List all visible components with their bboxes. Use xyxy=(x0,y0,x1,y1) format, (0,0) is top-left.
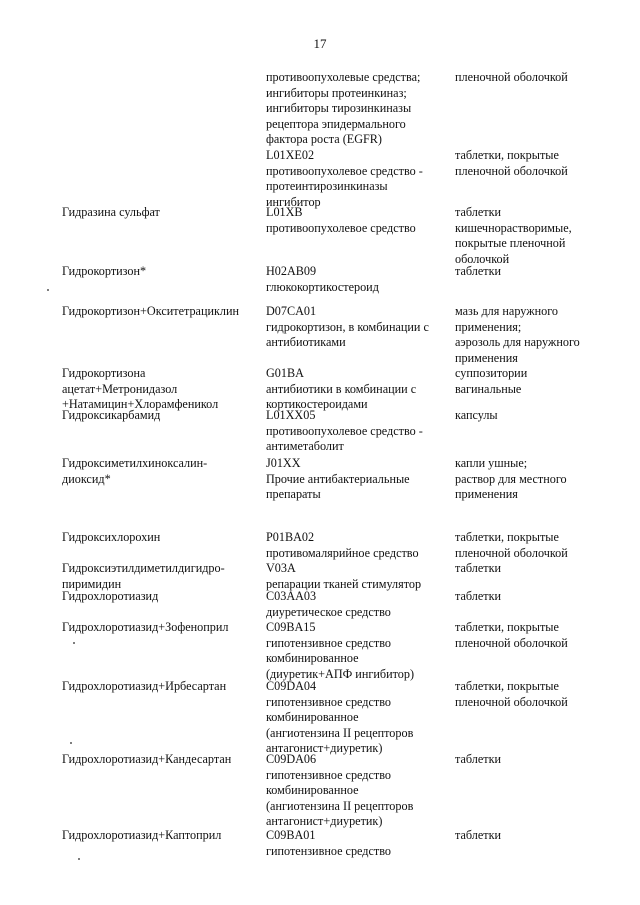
drug-name-line: Гидроксикарбамид xyxy=(62,408,161,422)
atc-code-and-group-line: ингибитор xyxy=(266,194,321,209)
atc-code-and-group-line: противоопухолевое средство - xyxy=(266,423,423,438)
atc-code-and-group-line: гидрокортизон, в комбинации с xyxy=(266,319,429,334)
drug-name-line: Гидрохлоротиазид xyxy=(62,589,159,603)
drug-name-line: ацетат+Метронидазол xyxy=(62,381,178,396)
atc-code-and-group-line: гипотензивное средство xyxy=(266,694,391,709)
drug-name xyxy=(62,561,262,592)
dosage-form xyxy=(455,205,635,267)
atc-code-and-group xyxy=(266,679,452,757)
atc-code-and-group-line: ингибиторы тирозинкиназы xyxy=(266,101,412,116)
atc-code-and-group-line: (ангиотензина II рецепторов xyxy=(266,725,414,740)
atc-code-and-group xyxy=(266,752,452,830)
atc-code-and-group xyxy=(266,456,452,503)
drug-name-line: Гидрохлоротиазид+Каптоприл xyxy=(62,828,222,842)
dosage-form-line: пленочной оболочкой xyxy=(455,545,568,560)
atc-code-and-group-line: C09DA06 xyxy=(266,752,317,766)
dosage-form-line: применения xyxy=(455,487,518,502)
drug-name-line: Гидрокортизона xyxy=(62,366,146,380)
dosage-form xyxy=(455,561,635,577)
atc-code-and-group-line: C03AA03 xyxy=(266,589,317,603)
dosage-form xyxy=(455,828,635,844)
dosage-form xyxy=(455,679,635,710)
dosage-form-line: капсулы xyxy=(455,408,498,422)
drug-name xyxy=(62,620,262,636)
atc-code-and-group-line: гипотензивное средство xyxy=(266,767,391,782)
dosage-form-line: таблетки xyxy=(455,205,502,219)
dosage-form xyxy=(455,70,635,86)
dosage-form xyxy=(455,264,635,280)
page-number: 17 xyxy=(313,36,327,51)
drug-name-line: Гидрохлоротиазид+Ирбесартан xyxy=(62,679,227,693)
dosage-form-line: применения xyxy=(455,350,518,365)
atc-code-and-group-line: G01BA xyxy=(266,366,304,380)
dosage-form-line: кишечнорастворимые, xyxy=(455,220,572,235)
atc-code-and-group xyxy=(266,264,452,295)
dosage-form-line: раствор для местного xyxy=(455,471,567,486)
dosage-form xyxy=(455,456,635,503)
atc-code-and-group xyxy=(266,70,452,148)
atc-code-and-group xyxy=(266,828,452,859)
drug-name-line: Гидрокортизон+Окситетрациклин xyxy=(62,304,240,318)
dosage-form-line: таблетки xyxy=(455,264,502,278)
scan-speck xyxy=(47,289,49,291)
dosage-form xyxy=(455,408,635,424)
scan-speck xyxy=(70,742,72,744)
atc-code-and-group-line: C09DA04 xyxy=(266,679,317,693)
dosage-form-line: таблетки, покрытые xyxy=(455,530,559,544)
atc-code-and-group-line: глюкокортикостероид xyxy=(266,279,379,294)
dosage-form xyxy=(455,530,635,561)
drug-name xyxy=(62,408,262,424)
drug-name xyxy=(62,264,262,280)
dosage-form xyxy=(455,304,635,366)
atc-code-and-group xyxy=(266,366,452,413)
dosage-form-line: покрытые пленочной xyxy=(455,236,566,251)
atc-code-and-group-line: J01XX xyxy=(266,456,301,470)
drug-name-line: Гидразина сульфат xyxy=(62,205,160,219)
atc-code-and-group xyxy=(266,304,452,351)
dosage-form-line: мазь для наружного xyxy=(455,304,559,318)
atc-code-and-group-line: L01XE02 xyxy=(266,148,315,162)
dosage-form-line: пленочной оболочкой xyxy=(455,635,568,650)
atc-code-and-group-line: V03A xyxy=(266,561,296,575)
atc-code-and-group-line: H02AB09 xyxy=(266,264,317,278)
drug-name xyxy=(62,752,262,768)
atc-code-and-group-line: комбинированное xyxy=(266,783,359,798)
dosage-form-line: таблетки xyxy=(455,828,502,842)
atc-code-and-group-line: противоопухолевое средство xyxy=(266,220,416,235)
atc-code-and-group xyxy=(266,408,452,455)
drug-name-line: Гидроксиметилхиноксалин- xyxy=(62,456,208,470)
dosage-form-line: пленочной оболочкой xyxy=(455,163,568,178)
atc-code-and-group-line: L01XX05 xyxy=(266,408,316,422)
dosage-form-line: таблетки xyxy=(455,561,502,575)
atc-code-and-group-line: комбинированное xyxy=(266,651,359,666)
atc-code-and-group-line: репарации тканей стимулятор xyxy=(266,576,422,591)
atc-code-and-group-line: C09BA01 xyxy=(266,828,316,842)
dosage-form xyxy=(455,148,635,179)
dosage-form-line: применения; xyxy=(455,319,522,334)
atc-code-and-group xyxy=(266,530,452,561)
dosage-form-line: пленочной оболочкой xyxy=(455,70,568,84)
atc-code-and-group-line: фактора роста (EGFR) xyxy=(266,132,382,147)
atc-code-and-group xyxy=(266,620,452,682)
atc-code-and-group-line: (диуретик+АПФ ингибитор) xyxy=(266,666,414,681)
atc-code-and-group-line: P01BA02 xyxy=(266,530,315,544)
dosage-form-line: пленочной оболочкой xyxy=(455,694,568,709)
dosage-form xyxy=(455,589,635,605)
dosage-form xyxy=(455,752,635,768)
drug-name-line: +Натамицин+Хлорамфеникол xyxy=(62,397,219,412)
drug-name xyxy=(62,366,262,413)
atc-code-and-group-line: противоопухолевые средства; xyxy=(266,70,421,84)
drug-name xyxy=(62,828,262,844)
atc-code-and-group-line: C09BA15 xyxy=(266,620,316,634)
dosage-form-line: суппозитории xyxy=(455,366,528,380)
atc-code-and-group-line: антибиотики в комбинации с xyxy=(266,381,417,396)
scan-speck xyxy=(73,642,75,644)
atc-code-and-group-line: протеинтирозинкиназы xyxy=(266,179,388,194)
atc-code-and-group-line: кортикостероидами xyxy=(266,397,368,412)
atc-code-and-group-line: противоопухолевое средство - xyxy=(266,163,423,178)
drug-name-line: Гидрохлоротиазид+Кандесартан xyxy=(62,752,232,766)
drug-name-line: Гидроксиэтилдиметилдигидро- xyxy=(62,561,225,575)
dosage-form-line: таблетки, покрытые xyxy=(455,620,559,634)
atc-code-and-group-line: антагонист+диуретик) xyxy=(266,741,383,756)
drug-name-line: Гидрокортизон* xyxy=(62,264,147,278)
atc-code-and-group-line: L01XB xyxy=(266,205,303,219)
drug-name xyxy=(62,589,262,605)
atc-code-and-group-line: антиметаболит xyxy=(266,439,344,454)
drug-name-line: пиримидин xyxy=(62,576,122,591)
atc-code-and-group xyxy=(266,589,452,620)
atc-code-and-group-line: препараты xyxy=(266,487,321,502)
scan-speck xyxy=(78,858,80,860)
atc-code-and-group-line: комбинированное xyxy=(266,710,359,725)
drug-name xyxy=(62,679,262,695)
drug-name-line: Гидроксихлорохин xyxy=(62,530,161,544)
atc-code-and-group xyxy=(266,148,452,210)
dosage-form-line: таблетки xyxy=(455,589,502,603)
atc-code-and-group-line: (ангиотензина II рецепторов xyxy=(266,798,414,813)
dosage-form xyxy=(455,620,635,651)
atc-code-and-group xyxy=(266,561,452,592)
dosage-form xyxy=(455,366,635,397)
dosage-form-line: оболочкой xyxy=(455,251,510,266)
dosage-form-line: таблетки, покрытые xyxy=(455,148,559,162)
dosage-form-line: таблетки xyxy=(455,752,502,766)
atc-code-and-group xyxy=(266,205,452,236)
atc-code-and-group-line: гипотензивное средство xyxy=(266,635,391,650)
atc-code-and-group-line: антибиотиками xyxy=(266,335,346,350)
atc-code-and-group-line: Прочие антибактериальные xyxy=(266,471,410,486)
atc-code-and-group-line: ингибиторы протеинкиназ; xyxy=(266,85,407,100)
drug-name-line: Гидрохлоротиазид+Зофеноприл xyxy=(62,620,229,634)
drug-name xyxy=(62,304,262,320)
atc-code-and-group-line: рецептора эпидермального xyxy=(266,116,406,131)
drug-name xyxy=(62,530,262,546)
dosage-form-line: капли ушные; xyxy=(455,456,528,470)
dosage-form-line: аэрозоль для наружного xyxy=(455,335,580,350)
atc-code-and-group-line: гипотензивное средство xyxy=(266,843,391,858)
dosage-form-line: таблетки, покрытые xyxy=(455,679,559,693)
atc-code-and-group-line: противомалярийное средство xyxy=(266,545,419,560)
atc-code-and-group-line: диуретическое средство xyxy=(266,604,391,619)
drug-name xyxy=(62,205,262,221)
drug-name-line: диоксид* xyxy=(62,471,111,486)
drug-name xyxy=(62,456,262,487)
dosage-form-line: вагинальные xyxy=(455,381,522,396)
atc-code-and-group-line: D07CA01 xyxy=(266,304,317,318)
atc-code-and-group-line: антагонист+диуретик) xyxy=(266,814,383,829)
